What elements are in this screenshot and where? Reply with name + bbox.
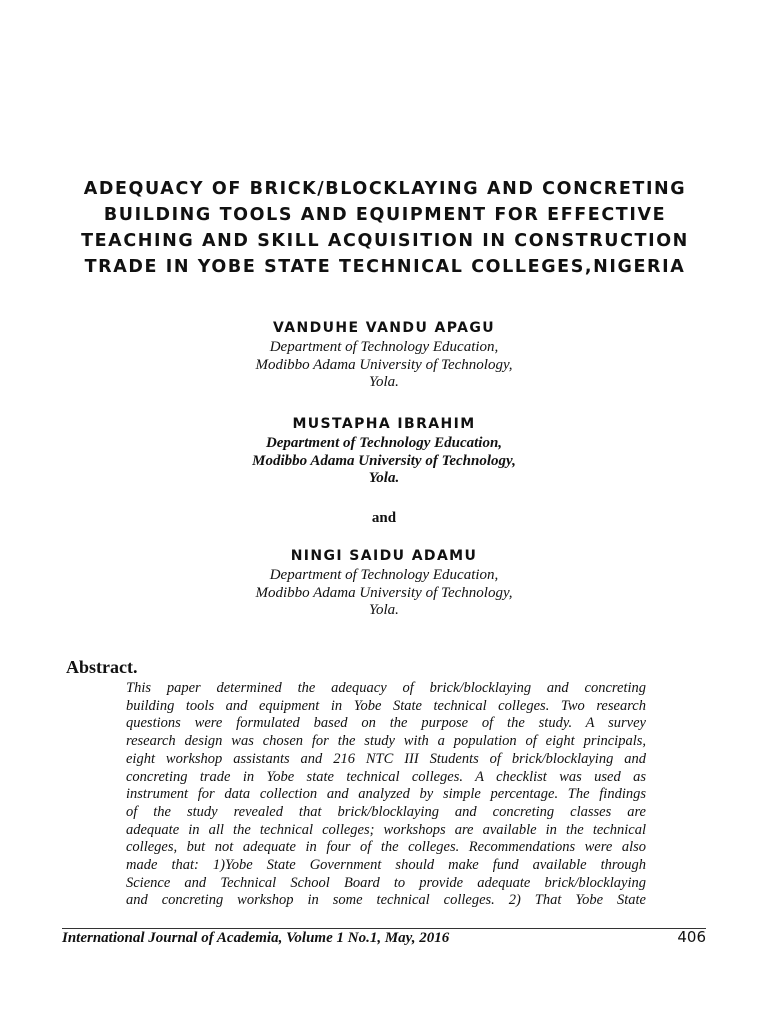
- title-line: BUILDING TOOLS AND EQUIPMENT FOR EFFECTIVE: [103, 205, 667, 225]
- affiliation-line: Yola.: [369, 374, 399, 390]
- abstract-line: instrument for data collection and analyzed by simple percentage. The findings: [126, 786, 646, 803]
- title-line: ADEQUACY OF BRICK/BLOCKLAYING AND CONCRETING: [83, 179, 687, 199]
- affiliation-line: Modibbo Adama University of Technology,: [252, 452, 516, 469]
- author-block-3: [84, 547, 684, 620]
- author-affiliation: [84, 567, 684, 620]
- abstract-line: adequate in all the technical colleges; workshops are available in the technical: [126, 821, 646, 838]
- footer-divider: [62, 928, 706, 929]
- abstract-line: made that: 1)Yobe State Government should make fund available through: [126, 857, 646, 874]
- affiliation-line: Department of Technology Education,: [269, 567, 499, 583]
- abstract-body: [126, 680, 646, 910]
- affiliation-line: Department of Technology Education,: [269, 339, 499, 355]
- abstract-line: questions were formulated based on the purpose of the study. A survey: [126, 715, 646, 732]
- abstract-line: eight workshop assistants and 216 NTC III Students of brick/blocklaying and: [126, 750, 646, 767]
- abstract-line: building tools and equipment in Yobe State technical colleges. Two research: [126, 697, 646, 714]
- author-affiliation: [84, 339, 684, 392]
- page-number: 406: [677, 928, 706, 946]
- abstract-line: and concreting workshop in some technical colleges. 2) That Yobe State: [126, 892, 646, 909]
- footer-journal-citation: International Journal of Academia, Volume 1 No.1, May, 2016: [62, 930, 450, 946]
- author-name: VANDUHE VANDU APAGU: [273, 320, 495, 336]
- author-block-1: [84, 319, 684, 392]
- affiliation-line: Yola.: [369, 602, 399, 618]
- affiliation-line: Yola.: [368, 470, 400, 486]
- author-name: MUSTAPHA IBRAHIM: [292, 416, 476, 432]
- author-name: NINGI SAIDU ADAMU: [290, 548, 478, 564]
- affiliation-line: Department of Technology Education,: [265, 435, 503, 451]
- abstract-line: This paper determined the adequacy of brick/blocklaying and concreting: [126, 680, 646, 696]
- author-conjunction: and: [371, 510, 397, 526]
- abstract-line: of the study revealed that brick/blocklaying and concreting classes are: [126, 803, 646, 820]
- abstract-line: colleges, but not adequate in four of the colleges. Recommendations were also: [126, 839, 646, 856]
- title-line: TRADE IN YOBE STATE TECHNICAL COLLEGES,NIGERIA: [84, 257, 686, 277]
- title-line: TEACHING AND SKILL ACQUISITION IN CONSTRUCTION: [81, 231, 689, 251]
- author-block-2: [84, 415, 684, 488]
- affiliation-line: Modibbo Adama University of Technology,: [255, 356, 513, 373]
- abstract-line: research design was chosen for the study with a population of eight principals,: [126, 733, 646, 750]
- abstract-line: Science and Technical School Board to provide adequate brick/blocklaying: [126, 874, 646, 891]
- affiliation-line: Modibbo Adama University of Technology,: [255, 584, 513, 601]
- abstract-line: concreting trade in Yobe state technical colleges. A checklist was used as: [126, 768, 646, 785]
- abstract-heading: Abstract.: [66, 657, 138, 677]
- paper-title: [60, 176, 710, 280]
- author-affiliation: [84, 435, 684, 488]
